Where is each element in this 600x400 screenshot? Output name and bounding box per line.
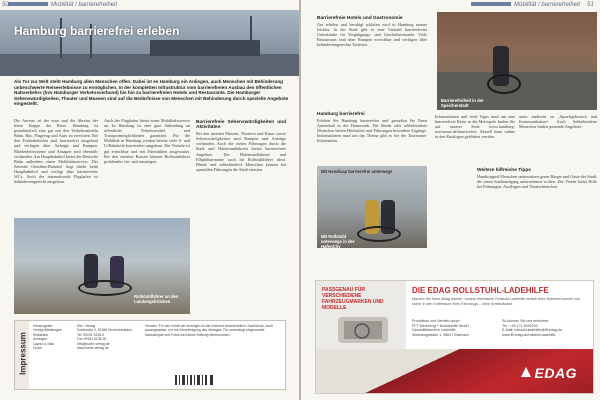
barcode-icon [175,375,215,385]
body-column-2: Auch der Flughafen bietet einen Mobilitätsservice an. In Hamburg ist eine gute Anbindung an öffentliche Verkehrsmittel und Transportmöglichkeiten garantiert. Für die Mobilität in Hamburg werden bereits viele S- und U-Bahnhöfe barrierefrei umgebaut. Der Verkehr ist gut erreichbar und mit Fahrstühlen ausgestattet. Bei den meisten Bussen können Rollstuhlfahrer problemlos ein- und aussteigen. [104,118,190,164]
section-heading-hotels: Barrierefreie Hotels und Gastronomie [317,16,403,21]
photo-caption-speicherstadt: Barrierefreiheit in der Speicherstadt [441,98,484,108]
ad-contact-left: Produktion und Vertrieb durch: FFT Werkzeug + Kunststoffe GmbH Geschäftsbereich Ladehilfe Werkzeugstraße 1, 98617 Eisenach [412,319,470,337]
impressum-col-2: Sitz / Verlag Dorfstraße 4, 91356 Kirchehrenbach Tel. 09191 6135-0 Fax 09191 6135-30 info@kurier-verlag.de www.kurier-verlag.de [77,324,132,351]
ad-contact-right: So können Sie uns erreichen: Tel.: +49 171 5092034 E-Mail: rollstuhl-ladehilfe@fft.edag.de www.fft.edag.de/rollstuhl-ladehilfe [502,319,592,337]
page-number-right: 51 [587,2,594,8]
ad-website-link[interactable]: www.fft.edag.de/rollstuhl-ladehilfe [502,332,556,337]
right-column-2: Hamburg barrierefrei Erleben Sie Hamburg barrierefrei und genießen Sie Ihren Aufenthalt in der Hansestadt. Für blinde oder sehbehinderte Menschen bieten Hörbücher und Führungen besondere Zugänge. Informationen rund um das Thema gibt es bei der Tourismus-Information. [317,112,427,144]
article-title: Hamburg barrierefrei erleben [14,24,180,38]
photo-caption-hafencity: Mit Rollstuhl unterwegs in der HafenCity [321,234,355,248]
photo-label: Mit Handicap barrierefrei unterwegs [321,169,393,174]
right-column-3: Informationen und viele Tipps rund um eine barrierefreie Reise in die Metropole finden Sie auf unserer Seite www.hamburg-tourismus.de/barrierefrei. Aktuell kann online in den Katalogen geblättert werden. [435,114,515,140]
impressum-label: Impressum [18,332,28,375]
section-heading: Barrierefreie Sehenswürdigkeiten und Aktivitäten [196,120,286,131]
running-header-left: Mobilität / barrierefreiheit [8,2,117,12]
edag-logo: EDAG [534,365,577,381]
section-heading-tipps: Weitere hilfreiche Tipps [477,168,531,173]
right-column-5: Weitere hilfreiche Tipps Handicapped Menschen unterstützen gerne Bürger und Gäste der Stadt, die einen Stadtrundgang unternehmen wollen. Der Verein bietet Hilfe bei Führungen, Ausflügen und Theaterbesuchen. [477,168,597,190]
impressum-col-1: Herausgeber Verlag Mitteilungen Redaktion Anzeigen Layout & Satz Druck [33,324,62,351]
edag-logo-icon [521,367,531,377]
photo-speicherstadt [437,12,597,110]
right-column-1: Barrierefreie Hotels und Gastronomie Gut erholen und beruhigt schlafen wird in Hamburg immer leichter. In der Stadt gibt es eine Vielzahl barrierefreier Unterkünfte für Vergnügungs- und Geschäftsreisende. Viele Restaurants sind über Rampen erreichbar und verfügen über behindertengerechte Toiletten. [317,16,427,48]
photo-hafencity [317,166,427,248]
impressum-col-3: Hinweis: Für den Inhalt der Anzeigen ist der Inserent verantwortlich. Nachdruck, auch auszugsweise, nur mit Genehmigung des Verlages. Für unverlangt eingesandte Manuskripte und Fotos wird keine Haftung übernommen. [145,324,273,337]
hero-image-harbor [0,10,299,76]
photo-caption: Rollstuhlfahrer an den Landungsbrücken [134,294,179,304]
impressum-box [14,320,286,390]
section-heading-barrierefrei: Hamburg barrierefrei [317,112,365,117]
ad-headline: PASSGENAU FÜR VERSCHIEDENE FAHRZEUGMARKEN UND MODELLE [322,287,384,311]
left-page [0,0,299,400]
right-page [301,0,600,400]
photo-wheelchair-users [14,218,190,314]
ad-title: DIE EDAG ROLLSTUHL-LADEHILFE [412,286,549,295]
lead-paragraph: Als Tor zur Welt steht Hamburg allen Menschen offen. Dabei ist es Hamburg ein Anliegen, auch Menschen mit Behinderung unbeschwerte Reiseerlebnisse zu ermöglichen. In der kompletten Infrastruktur vom barrierefreien Ausbau des öffentlichen Nahverkehrs (hvv Hamburger Verkehrsverbund) bis hin zu barrierefreien Hotels und Restaurants. Die Hamburger Sehenswürdigkeiten, Theater und Museen sind auf die Bedürfnisse von Menschen mit Behinderung durch spezielle Angebote eingestellt. [14,79,289,107]
car-trunk-icon [336,307,392,347]
edag-advertisement[interactable] [315,280,594,394]
right-column-4: unter anderem zu „Sprachgebrauch und Kommunikation“. Auch Sehbehinderte Menschen finden passende Angebote. [519,114,597,130]
page-number-left: 50 [2,2,9,8]
running-header-right: Mobilität / barrierefreiheit [471,2,580,12]
ad-email-link[interactable]: E-Mail: rollstuhl-ladehilfe@fft.edag.de [502,328,562,333]
body-column-3: Barrierefreie Sehenswürdigkeiten und Aktivitäten Bei den meisten Museen, Theatern und Kinos sowie Sehenswürdigkeiten sind Rampen und Aufzüge vorhanden. Auch die vielen Führungen durch die Stadt und Hafenrundfahrten bieten barrierefreie Angebote. Der Hafenrundfahrten und Elbphilharmonie auch für Rollstuhlfahrer ideal. Blinde und sehbehinderte Menschen können bei speziellen Führungen die Stadt ertasten. [196,120,286,172]
ad-body: Machen Sie Ihren Alltag leichter: Unsere elektrische Rollstuhl-Ladehilfe verlädt Ihren Rollstuhl schnell und sicher in den Kofferraum Ihres Fahrzeugs – ohne Kraftaufwand. [412,297,580,306]
body-column-1: Die Anreise ist der erste und die Abreise der letzte Etappe der Reise. Hamburg ist grundsätzlich eine gut mit den Verkehrsmitteln Bahn, Bus, Flugzeug und Auto zu erreichen. Bei den Fernbahnhöfen sind barrierefrei ausgebaut und verfügen über Aufzüge und Rampen. Blindenleitsysteme und Ansagen sind ebenfalls vorhanden. Am Hauptbahnhof bietet die Deutsche Bahn außerdem einen Mobilitätsservice. Der Zentrale Omnibus-Bahnhof liegt direkt beim Hauptbahnhof und verfügt über barrierefreie WCs. Auch der internationale Flughafen ist behindertengerecht ausgebaut. [14,118,98,185]
